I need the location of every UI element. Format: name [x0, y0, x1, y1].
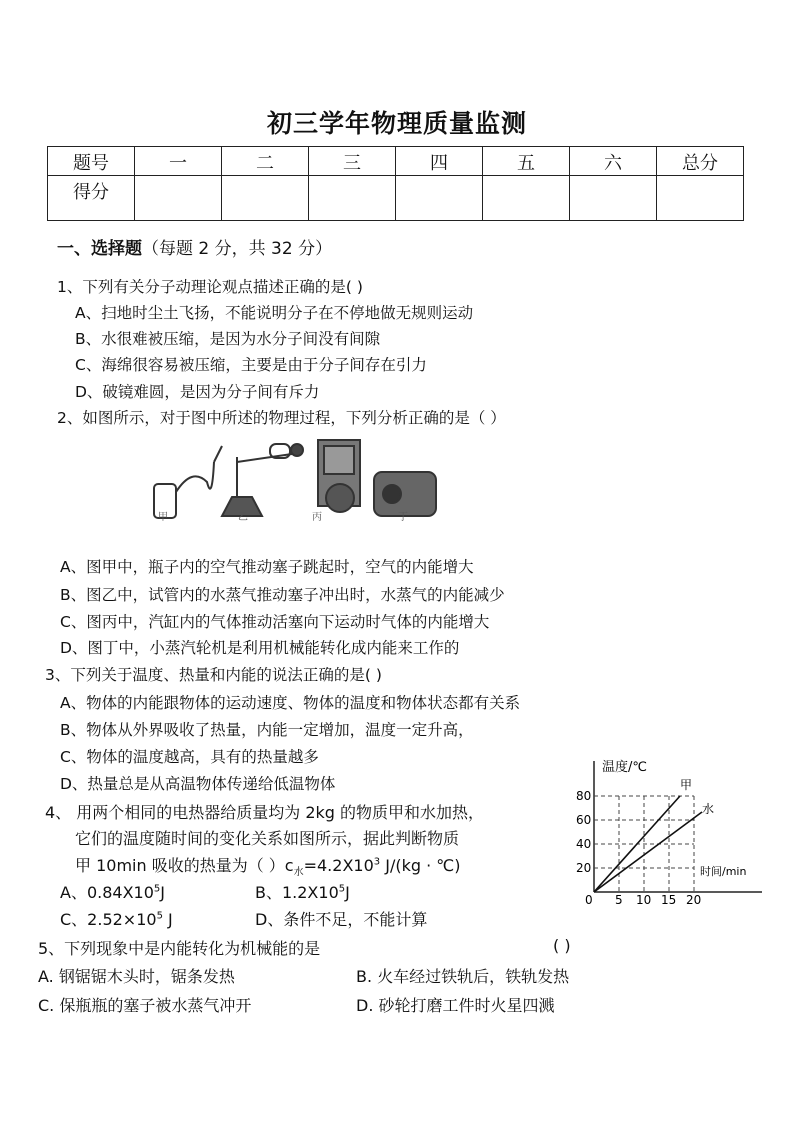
score-cell[interactable]	[657, 176, 744, 221]
q1-option-a[interactable]: A、扫地时尘土飞扬，不能说明分子在不停地做无规则运动	[75, 304, 474, 322]
score-cell[interactable]	[135, 176, 222, 221]
score-header-cell: 二	[222, 147, 309, 176]
score-header-cell: 五	[483, 147, 570, 176]
fig-label-ding: 丁	[398, 512, 408, 523]
q4-b-unit: J	[345, 883, 350, 902]
score-header-cell: 六	[570, 147, 657, 176]
q1-option-d[interactable]: D、破镜难圆，是因为分子间有斥力	[75, 383, 320, 401]
q4-option-a[interactable]	[60, 880, 165, 903]
q4-option-d[interactable]: D、条件不足，不能计算	[255, 910, 428, 929]
q4-c-unit: J	[162, 910, 173, 929]
q4-stem-line1: 4、 用两个相同的电热器给质量均为 2kg 的物质甲和水加热，	[45, 803, 485, 822]
q4-c-base: C、2.52×10	[60, 910, 157, 929]
graph-ylabel: 温度/℃	[602, 760, 647, 775]
q4-temperature-graph	[572, 757, 772, 907]
q4-a-unit: J	[160, 883, 165, 902]
q4-b-sup: 5	[338, 883, 346, 895]
graph-xlabel: 时间/min	[700, 865, 747, 878]
q5-answer-bracket[interactable]: ( )	[553, 936, 571, 955]
q2-option-c[interactable]: C、图丙中，汽缸内的气体推动活塞向下运动时气体的内能增大	[60, 613, 490, 631]
q3-option-c[interactable]: C、物体的温度越高，具有的热量越多	[60, 748, 319, 766]
q4-line3-value: =4.2X10	[303, 856, 374, 875]
q5-stem: 5、下列现象中是内能转化为机械能的是	[38, 939, 321, 958]
graph-series-shui: 水	[702, 802, 715, 816]
q4-line3-sup: 3	[373, 856, 381, 868]
q2-option-d[interactable]: D、图丁中，小蒸汽轮机是利用机械能转化成内能来工作的	[60, 639, 460, 657]
score-header-cell: 三	[309, 147, 396, 176]
q5-option-a[interactable]: A. 钢锯锯木头时，锯条发热	[38, 967, 235, 986]
fig-label-bing: 丙	[312, 512, 322, 523]
graph-ytick: 60	[576, 813, 592, 827]
q4-line3-unit: J/(kg · ℃)	[380, 856, 461, 875]
section-heading	[57, 234, 332, 259]
q4-option-c[interactable]	[60, 907, 173, 930]
graph-xtick: 0	[585, 893, 593, 907]
q4-b-base: B、1.2X10	[255, 883, 339, 902]
graph-xtick: 10	[636, 893, 652, 907]
section-note: （每题 2 分，共 32 分）	[142, 239, 333, 259]
q4-stem-line2: 它们的温度随时间的变化关系如图所示，据此判断物质	[75, 829, 460, 848]
score-cell[interactable]	[396, 176, 483, 221]
q1-option-c[interactable]: C、海绵很容易被压缩，主要是由于分子间存在引力	[75, 356, 427, 374]
q2-option-b[interactable]: B、图乙中，试管内的水蒸气推动塞子冲出时，水蒸气的内能减少	[60, 586, 505, 604]
score-cell[interactable]	[483, 176, 570, 221]
q2-option-a[interactable]: A、图甲中，瓶子内的空气推动塞子跳起时，空气的内能增大	[60, 558, 474, 576]
q1-option-b[interactable]: B、水很难被压缩，是因为水分子间没有间隙	[75, 330, 381, 348]
score-cell[interactable]	[570, 176, 657, 221]
score-table	[47, 146, 744, 221]
q3-stem: 3、下列关于温度、热量和内能的说法正确的是( )	[45, 666, 382, 684]
q2-apparatus-figure	[152, 432, 437, 524]
section-title: 一、选择题	[57, 239, 142, 259]
q4-a-sup: 5	[153, 883, 161, 895]
q2-stem: 2、如图所示，对于图中所述的物理过程，下列分析正确的是（ ）	[57, 409, 506, 427]
graph-xtick: 15	[661, 893, 677, 907]
graph-xtick: 20	[686, 893, 702, 907]
q4-c-sup: 5	[156, 910, 163, 922]
graph-xtick: 5	[615, 893, 623, 907]
q5-option-c[interactable]: C. 保瓶瓶的塞子被水蒸气冲开	[38, 996, 252, 1015]
q4-line3-sub: 水	[293, 867, 304, 879]
q3-option-a[interactable]: A、物体的内能跟物体的运动速度、物体的温度和物体状态都有关系	[60, 694, 521, 712]
score-cell[interactable]	[222, 176, 309, 221]
graph-ytick: 40	[576, 837, 592, 851]
score-header-cell: 一	[135, 147, 222, 176]
fig-label-yi: 乙	[238, 512, 248, 523]
score-row-label: 得分	[48, 176, 135, 221]
score-cell[interactable]	[309, 176, 396, 221]
q5-option-b[interactable]: B. 火车经过铁轨后，铁轨发热	[356, 967, 570, 986]
q1-stem: 1、下列有关分子动理论观点描述正确的是( )	[57, 278, 363, 296]
q3-option-b[interactable]: B、物体从外界吸收了热量，内能一定增加，温度一定升高，	[60, 721, 474, 739]
q5-option-d[interactable]: D. 砂轮打磨工件时火星四溅	[356, 996, 555, 1015]
exam-title: 初三学年物理质量监测	[266, 109, 527, 138]
graph-ytick: 20	[576, 861, 592, 875]
q4-a-base: A、0.84X10	[60, 883, 154, 902]
q4-line3-text: 甲 10min 吸收的热量为（ ）c	[75, 856, 294, 875]
score-header-cell: 四	[396, 147, 483, 176]
fig-label-jia: 甲	[158, 512, 168, 523]
score-header-cell: 总分	[657, 147, 744, 176]
score-header-cell: 题号	[48, 147, 135, 176]
graph-ytick: 80	[576, 789, 592, 803]
q4-option-b[interactable]	[255, 880, 350, 903]
graph-series-jia: 甲	[680, 778, 693, 792]
q4-stem-line3	[75, 853, 460, 878]
q3-option-d[interactable]: D、热量总是从高温物体传递给低温物体	[60, 775, 336, 793]
